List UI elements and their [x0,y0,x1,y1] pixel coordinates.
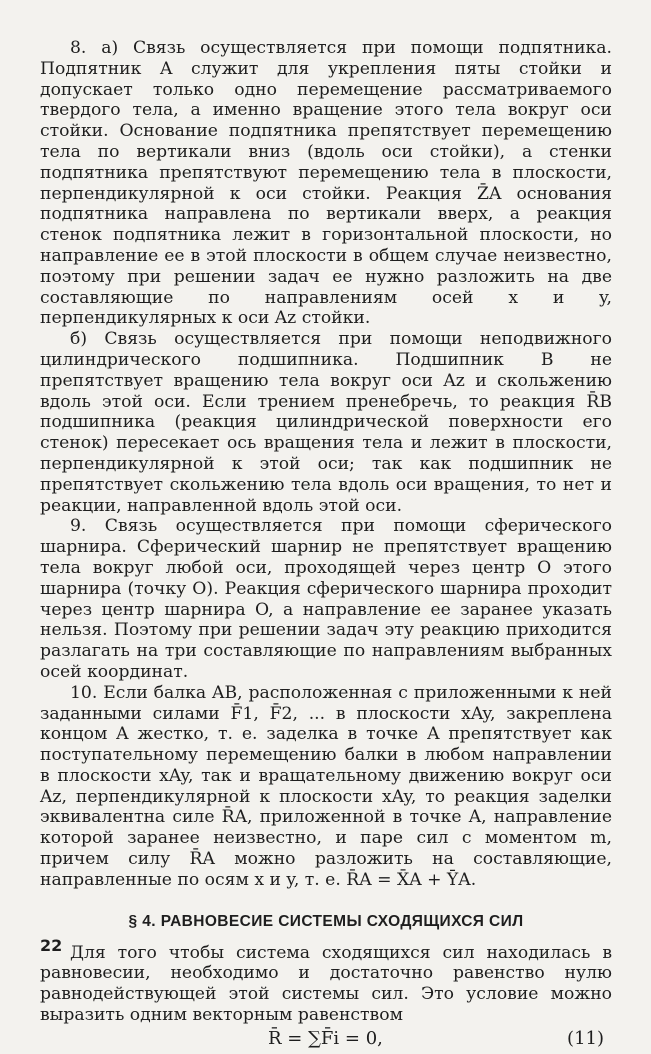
equation-number: (11) [567,1027,604,1049]
paragraph-8b: б) Связь осуществляется при помощи неподвижного цилиндрического подшипника. Подшипник B не препятствует вращению тела вокруг оси Az и скольжению вдоль этой оси. Если трением пренебречь, то реакция R̄B подшипника (реакция цилиндрической поверхности его стенок) пересекает ось вращения тела и лежит в плоскости, перпендикулярной к этой оси; так как подшипник не препятствует скольжению тела вдоль оси вращения, то нет и реакции, направленной вдоль этой оси. [40,329,612,516]
section-paragraph: Для того чтобы система сходящихся сил находилась в равновесии, необходимо и достаточно равенство нулю равнодействующей этой системы сил. Это условие можно выразить одним векторным равенством [40,942,612,1026]
equation-row [40,1028,612,1054]
book-page [40,38,612,1054]
paragraph-8a: 8. а) Связь осуществляется при помощи подпятника. Подпятник A служит для укрепления пяты стойки и допускает только одно перемещение рассматриваемого твердого тела, а именно вращение этого тела вокруг оси стойки. Основание подпятника препятствует перемещению тела по вертикали вниз (вдоль оси стойки), а стенки подпятника препятствуют перемещению тела в плоскости, перпендикулярной к оси стойки. Реакция Z̄A основания подпятника направлена по вертикали вверх, а реакция стенок подпятника лежит в горизонтальной плоскости, но направление ее в этой плоскости в общем случае неизвестно, поэтому при решении задач ее нужно разложить на две составляющие по направлениям осей x и y, перпендикулярных к оси Az стойки. [40,38,612,329]
equilibrium-formula: R̄ = ∑F̄i = 0, [268,1027,383,1049]
section-heading: § 4. РАВНОВЕСИЕ СИСТЕМЫ СХОДЯЩИХСЯ СИЛ [128,912,524,930]
page-number: 22 [40,936,63,955]
paragraph-10: 10. Если балка AB, расположенная с приложенными к ней заданными силами F̄1, F̄2, ... в плоскости xAy, закреплена концом A жестко, т. е. заделка в точке A препятствует как поступательному перемещению балки в любом направлении в плоскости xAy, так и вращательному движению вокруг оси Az, перпендикулярной к плоскости xAy, то реакция заделки эквивалентна силе R̄A, приложенной в точке A, направление которой заранее неизвестно, и паре сил с моментом m, причем силу R̄A можно разложить на составляющие, направленные по осям x и y, т. е. R̄A = X̄A + ȲA. [40,682,612,890]
paragraph-9: 9. Связь осуществляется при помощи сферического шарнира. Сферический шарнир не препятствует вращению тела вокруг любой оси, проходящей через центр O этого шарнира (точку O). Реакция сферического шарнира проходит через центр шарнира O, а направление ее заранее указать нельзя. Поэтому при решении задач эту реакцию приходится разлагать на три составляющие по направлениям выбранных осей координат. [40,516,612,682]
